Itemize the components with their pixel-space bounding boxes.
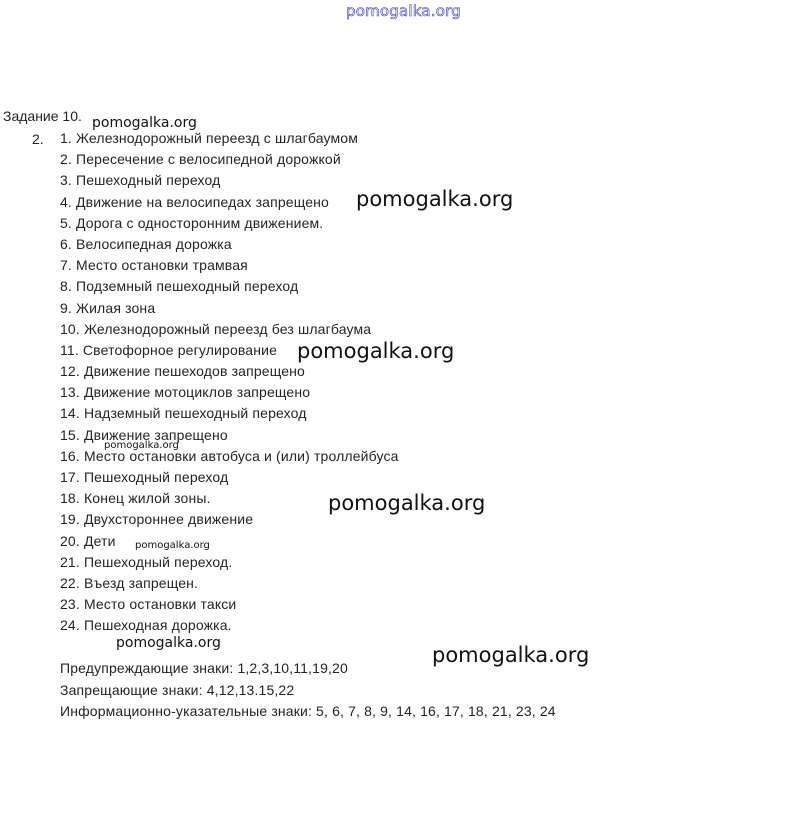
site-header-link[interactable]: pomogalka.org xyxy=(346,2,461,20)
list-item: 17. Пешеходный переход xyxy=(60,469,229,485)
list-item: 1. Железнодорожный переезд с шлагбаумом xyxy=(60,130,358,146)
summary-prohibiting: Запрещающие знаки: 4,12,13.15,22 xyxy=(60,681,295,698)
list-item: 8. Подземный пешеходный переход xyxy=(60,278,299,295)
list-item: 21. Пешеходный переход. xyxy=(60,553,233,570)
list-item: 24. Пешеходная дорожка. xyxy=(60,617,232,634)
list-item: 22. Въезд запрещен. xyxy=(60,574,199,591)
list-item: 20. Дети xyxy=(60,532,116,549)
list-item: 13. Движение мотоциклов запрещено xyxy=(60,384,311,401)
list-item: 14. Надземный пешеходный переход xyxy=(60,405,307,422)
list-item: 11. Светофорное регулирование xyxy=(60,341,278,358)
watermark: pomogalka.org xyxy=(432,643,590,667)
list-item: 12. Движение пешеходов запрещено xyxy=(60,363,305,380)
watermark: pomogalka.org xyxy=(328,491,486,515)
list-item: 10. Железнодорожный переезд без шлагбаума xyxy=(60,320,372,337)
task-title: Задание 10. xyxy=(3,108,82,124)
watermark: pomogalka.org xyxy=(135,540,210,551)
answer-list xyxy=(60,128,399,637)
list-item: 3. Пешеходный переход xyxy=(60,172,221,189)
watermark: pomogalka.org xyxy=(297,339,455,363)
summary-informational: Информационно-указательные знаки: 5, 6, 7, 8, 9, 14, 16, 17, 18, 21, 23, 24 xyxy=(60,703,556,719)
list-item: 2. Пересечение с велосипедной дорожкой xyxy=(60,151,341,168)
list-item: 9. Жилая зона xyxy=(60,299,156,316)
watermark: pomogalka.org xyxy=(116,635,221,651)
watermark: pomogalka.org xyxy=(356,187,514,211)
list-item: 16. Место остановки автобуса и (или) троллейбуса xyxy=(60,447,399,464)
summary-block xyxy=(60,658,556,723)
watermark: pomogalka.org xyxy=(92,115,197,131)
list-item: 6. Велосипедная дорожка xyxy=(60,235,232,252)
list-item: 15. Движение запрещено xyxy=(60,426,228,443)
list-item: 5. Дорога с односторонним движением. xyxy=(60,214,324,231)
list-item: 23. Место остановки такси xyxy=(60,596,237,613)
list-item: 7. Место остановки трамвая xyxy=(60,257,248,274)
list-number: 2. xyxy=(32,131,44,147)
list-item: 4. Движение на велосипедах запрещено xyxy=(60,193,329,210)
list-item: 19. Двухстороннее движение xyxy=(60,511,254,528)
watermark: pomogalka.org xyxy=(104,440,179,451)
list-item: 18. Конец жилой зоны. xyxy=(60,490,211,507)
summary-warning: Предупреждающие знаки: 1,2,3,10,11,19,20 xyxy=(60,660,348,676)
